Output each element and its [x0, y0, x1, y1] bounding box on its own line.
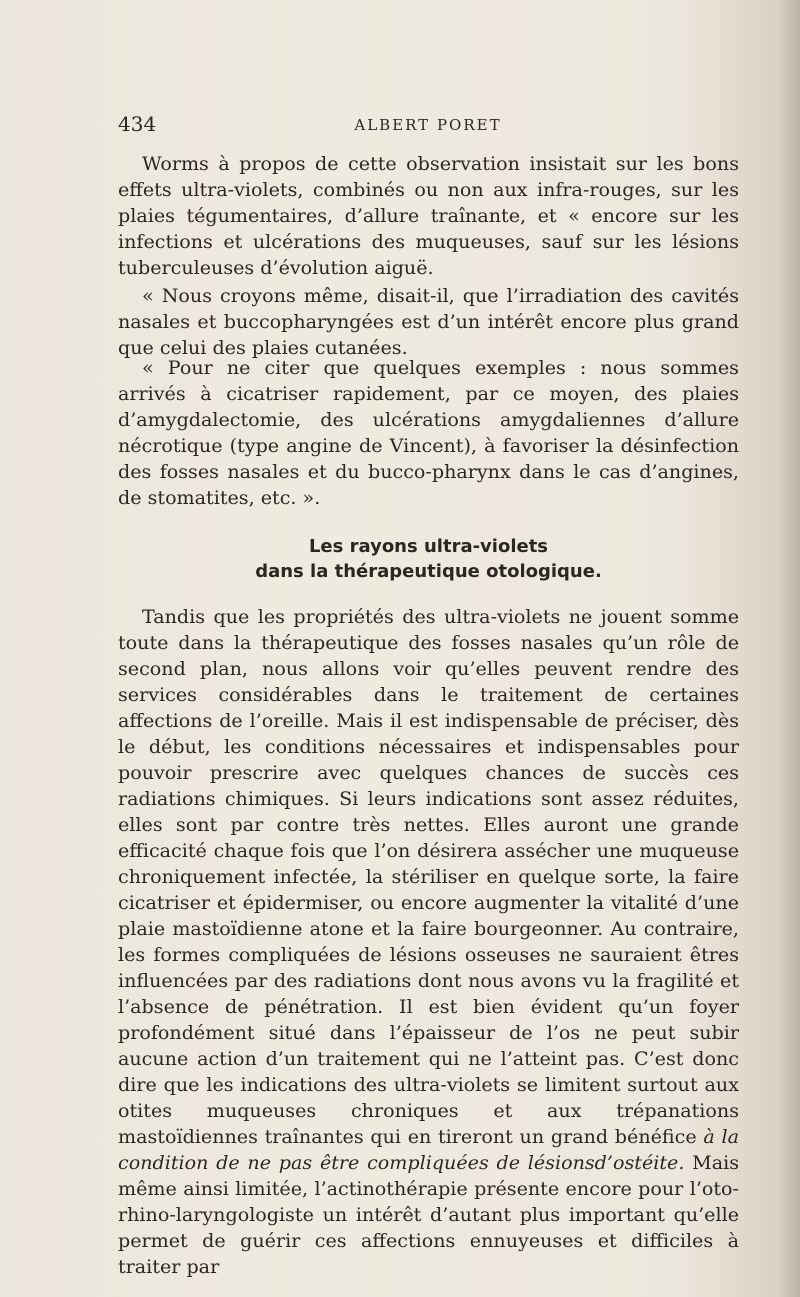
paragraph-text: « Pour ne citer que quelques exemples : nous sommes arrivés à cicatriser rapidement, par ce moyen, des plaies d’amygdalectomie, des ulcérations amygdaliennes d’allure nécrotique (type angine de Vincent), à favoriser la désinfection des fosses nasales et du bucco-pharynx dans le cas d’angines, de stomatites, etc. ». — [118, 356, 739, 509]
paragraph-text-italic: à la condition de ne pas être compliquées de lésionsd’ostéite. — [118, 1125, 739, 1174]
paragraph-otologique — [118, 604, 739, 1280]
section-heading-line-2: dans la thérapeutique otologique. — [255, 561, 602, 582]
paragraph-text-start: Tandis que les propriétés des ultra-violets ne jouent somme toute dans la thérapeutique des fosses nasales qu’un rôle de second plan, nous allons voir qu’elles peuvent rendre des services considérables dans le traitement de certaines affections de l’oreille. Mais il est indispensable de préciser, dès le début, les conditions nécessaires et indispensables pour pouvoir prescrire avec quelques chances de succès ces radiations chimiques. Si leurs indications sont assez réduites, elles sont par contre très nettes. Elles auront une grande efficacité chaque fois que l’on désirera assécher une muqueuse chroniquement infectée, la stériliser en quelque sorte, la faire cicatriser et épidermiser, ou encore augmenter la vitalité d’une plaie mastoïdienne atone et la faire bourgeonner. Au contraire, les formes compliquées de lésions osseuses ne sauraient êtres influencées par des radiations dont nous avons vu la fragilité et l’absence de pénétration. Il est bien évident qu’un foyer profondément situé dans l’épaisseur de l’os ne peut subir aucune action d’un traitement qui ne l’atteint pas. C’est donc dire que les indications des ultra-violets se limitent surtout aux otites muqueuses chroniques et aux trépanations mastoïdiennes traînantes qui en tireront un grand bénéfice — [118, 605, 739, 1148]
paragraph-quote-2 — [118, 355, 739, 511]
paragraph-quote-1 — [118, 283, 739, 361]
page-number: 434 — [118, 112, 157, 136]
paragraph-worms — [118, 151, 739, 281]
section-heading-line-1: Les rayons ultra-violets — [308, 536, 549, 557]
running-title: ALBERT PORET — [354, 116, 502, 134]
section-heading — [118, 534, 739, 584]
paragraph-text: « Nous croyons même, disait-il, que l’irradiation des cavités nasales et buccopharyngées est d’un intérêt encore plus grand que celui des plaies cutanées. — [118, 284, 739, 359]
running-head — [118, 112, 738, 142]
paragraph-text: Worms à propos de cette observation insistait sur les bons effets ultra-violets, combinés ou non aux infra-rouges, sur les plaies tégumentaires, d’allure traînante, et « encore sur les infections et ulcérations des muqueuses, sauf sur les lésions tuberculeuses d’évolution aiguë. — [118, 152, 739, 279]
paragraph-text — [118, 604, 739, 1280]
page-edge-shadow — [778, 0, 800, 1297]
paragraph-text-end: Mais même ainsi limitée, l’actinothérapie présente encore pour l’oto-rhino-laryngologiste un intérêt d’autant plus important qu’elle permet de guérir ces affections ennuyeuses et difficiles à traiter par — [118, 1151, 739, 1278]
